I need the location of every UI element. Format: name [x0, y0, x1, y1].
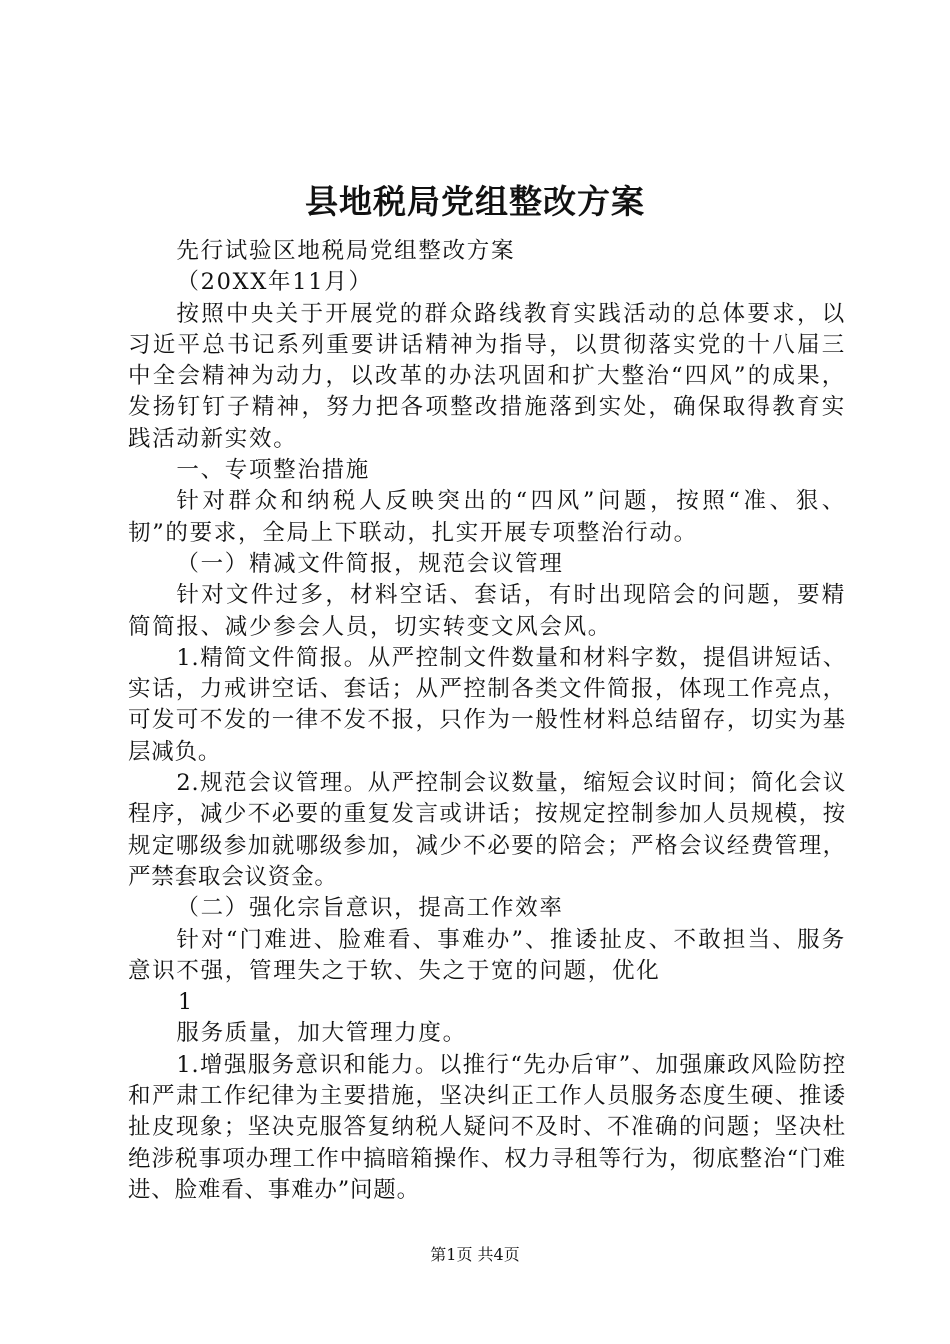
- subtitle-paragraph: 先行试验区地税局党组整改方案: [176, 238, 516, 264]
- document-body: [128, 236, 846, 1206]
- service-item-paragraph: 1.增强服务意识和能力。以推行“先办后审”、加强廉政风险防控和严肃工作纪律为主要措施，坚决纠正工作人员服务态度生硬、推诿扯皮现象；坚决克服答复纳税人疑问不及时、不准确的问题；坚决杜绝涉税事项办理工作中搞暗箱操作、权力寻租等行为，彻底整治“门难进、脸难看、事难办”问题。: [128, 1051, 846, 1203]
- continued-paragraph: 服务质量，加大管理力度。: [176, 1020, 467, 1047]
- page-footer: 第1页 共4页: [430, 1245, 520, 1264]
- intro-paragraph: 按照中央关于开展党的群众路线教育实践活动的总体要求，以习近平总书记系列重要讲话精神为指导，以贯彻落实党的十八届三中全会精神为动力，以改革的办法巩固和扩大整治“四风”的成果，发扬钉钉子精神，努力把各项整改措施落到实处，确保取得教育实践活动新实效。: [128, 300, 846, 452]
- inline-page-number: 1: [178, 990, 192, 1016]
- item-1-paragraph: 1.精简文件简报。从严控制文件数量和材料字数，提倡讲短话、实话，力戒讲空话、套话；从严控制各类文件简报，体现工作亮点，可发可不发的一律不发不报，只作为一般性材料总结留存，切实为基层减负。: [128, 644, 846, 765]
- subsection-heading-1: （一）精减文件简报，规范会议管理: [176, 550, 564, 577]
- subsection-heading-2: （二）强化宗旨意识，提高工作效率: [176, 895, 564, 922]
- item-2-paragraph: 2.规范会议管理。从严控制会议数量，缩短会议时间；简化会议程序，减少不必要的重复发言或讲话；按规定控制参加人员规模，按规定哪级参加就哪级参加，减少不必要的陪会；严格会议经费管理，严禁套取会议资金。: [128, 770, 846, 890]
- section-heading-1: 一、专项整治措施: [176, 457, 370, 484]
- subsection-1-paragraph: 针对文件过多，材料空话、套话，有时出现陪会的问题，要精简简报、减少参会人员，切实转变文风会风。: [128, 582, 846, 640]
- date-paragraph: （20XX年11月）: [176, 269, 373, 296]
- document-title: 县地税局党组整改方案: [305, 182, 645, 221]
- section-1-paragraph: 针对群众和纳税人反映突出的“四风”问题，按照“准、狠、韧”的要求，全局上下联动，扎实开展专项整治行动。: [128, 488, 846, 546]
- subsection-2-paragraph: 针对“门难进、脸难看、事难办”、推诿扯皮、不敢担当、服务意识不强，管理失之于软、失之于宽的问题，优化: [128, 926, 846, 984]
